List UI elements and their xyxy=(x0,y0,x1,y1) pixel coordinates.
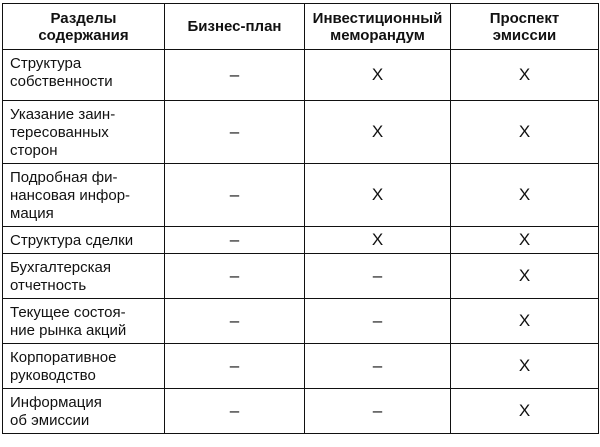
cell-business-plan xyxy=(165,389,305,434)
mark-x: X xyxy=(518,230,531,249)
table-row xyxy=(3,254,599,299)
mark-x: X xyxy=(518,356,531,375)
mark-dash: – xyxy=(372,401,383,420)
table-row xyxy=(3,389,599,434)
mark-dash: – xyxy=(372,311,383,330)
mark-x: X xyxy=(371,230,384,249)
mark-dash: – xyxy=(229,230,240,249)
mark-dash: – xyxy=(229,401,240,420)
row-label-line: Информация xyxy=(10,394,102,411)
cell-business-plan xyxy=(165,101,305,164)
row-label xyxy=(3,227,165,254)
table-row xyxy=(3,299,599,344)
row-label-line: руководство xyxy=(10,367,96,384)
header-line: Бизнес-план xyxy=(187,18,282,35)
table-row xyxy=(3,164,599,227)
cell-investment-memorandum xyxy=(305,227,451,254)
header-line: Инвестиционный xyxy=(312,9,443,27)
mark-dash: – xyxy=(229,185,240,204)
mark-dash: – xyxy=(372,356,383,375)
row-label-line: ние рынка акций xyxy=(10,322,127,339)
mark-x: X xyxy=(518,266,531,285)
mark-x: X xyxy=(518,65,531,84)
row-label xyxy=(3,299,165,344)
mark-x: X xyxy=(518,311,531,330)
row-label xyxy=(3,50,165,101)
cell-issue-prospectus xyxy=(451,389,599,434)
header-investment-memorandum xyxy=(305,4,451,50)
header-line: Разделы xyxy=(50,9,117,27)
table-row xyxy=(3,101,599,164)
cell-investment-memorandum xyxy=(305,50,451,101)
header-line: меморандум xyxy=(330,26,425,44)
row-label-line: Корпоративное xyxy=(10,349,117,366)
mark-dash: – xyxy=(229,356,240,375)
row-label-line: отчетность xyxy=(10,277,87,294)
cell-business-plan xyxy=(165,164,305,227)
header-row xyxy=(3,4,599,50)
header-business-plan xyxy=(165,4,305,50)
row-label-line: нансовая инфор- xyxy=(10,187,131,204)
cell-investment-memorandum xyxy=(305,389,451,434)
cell-issue-prospectus xyxy=(451,254,599,299)
row-label-line: Бухгалтерская xyxy=(10,259,111,276)
row-label-line: Подробная фи- xyxy=(10,169,118,186)
header-issue-prospectus xyxy=(451,4,599,50)
table-row xyxy=(3,50,599,101)
cell-issue-prospectus xyxy=(451,344,599,389)
row-label-line: Указание заин- xyxy=(10,106,116,123)
mark-dash: – xyxy=(229,65,240,84)
mark-x: X xyxy=(371,122,384,141)
cell-investment-memorandum xyxy=(305,344,451,389)
mark-dash: – xyxy=(229,122,240,141)
header-line: содержания xyxy=(38,26,129,44)
mark-dash: – xyxy=(372,266,383,285)
cell-issue-prospectus xyxy=(451,164,599,227)
cell-business-plan xyxy=(165,254,305,299)
cell-business-plan xyxy=(165,227,305,254)
row-label-line: Структура сделки xyxy=(10,232,134,249)
cell-investment-memorandum xyxy=(305,101,451,164)
row-label xyxy=(3,164,165,227)
cell-issue-prospectus xyxy=(451,50,599,101)
mark-x: X xyxy=(518,401,531,420)
cell-investment-memorandum xyxy=(305,299,451,344)
mark-x: X xyxy=(518,122,531,141)
mark-x: X xyxy=(371,65,384,84)
cell-business-plan xyxy=(165,50,305,101)
mark-dash: – xyxy=(229,311,240,330)
table-header xyxy=(3,4,599,50)
header-line: Проспект xyxy=(489,9,560,27)
cell-business-plan xyxy=(165,344,305,389)
mark-x: X xyxy=(518,185,531,204)
row-label-line: мация xyxy=(10,205,54,222)
row-label-line: Структура xyxy=(10,55,82,72)
cell-business-plan xyxy=(165,299,305,344)
row-label-line: Текущее состоя- xyxy=(10,304,126,321)
cell-investment-memorandum xyxy=(305,254,451,299)
row-label-line: собственности xyxy=(10,73,113,90)
table-body xyxy=(3,50,599,434)
row-label-line: тересованных xyxy=(10,124,109,141)
row-label-line: об эмиссии xyxy=(10,412,90,429)
comparison-table xyxy=(2,3,599,434)
row-label xyxy=(3,389,165,434)
mark-x: X xyxy=(371,185,384,204)
table-row xyxy=(3,344,599,389)
header-line: эмиссии xyxy=(492,26,557,44)
row-label xyxy=(3,101,165,164)
row-label-line: сторон xyxy=(10,142,58,159)
table-row xyxy=(3,227,599,254)
cell-issue-prospectus xyxy=(451,299,599,344)
mark-dash: – xyxy=(229,266,240,285)
row-label xyxy=(3,254,165,299)
cell-investment-memorandum xyxy=(305,164,451,227)
row-label xyxy=(3,344,165,389)
cell-issue-prospectus xyxy=(451,227,599,254)
header-sections xyxy=(3,4,165,50)
cell-issue-prospectus xyxy=(451,101,599,164)
